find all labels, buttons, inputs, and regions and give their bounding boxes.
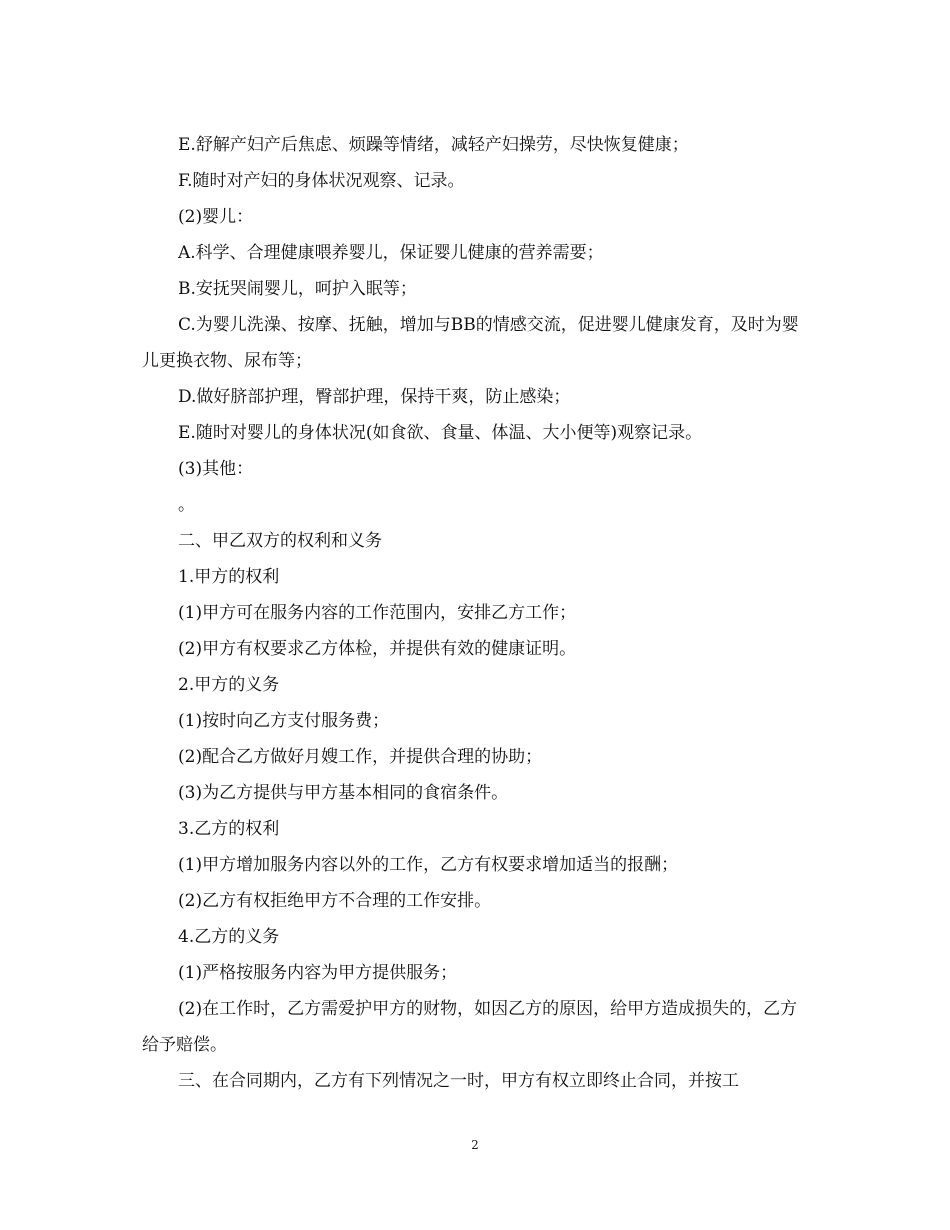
paragraph: (2)配合乙方做好月嫂工作，并提供合理的协助； [178,747,543,767]
paragraph: D.做好脐部护理，臀部护理，保持干爽，防止感染； [178,387,571,407]
paragraph: (1)严格按服务内容为甲方提供服务； [178,963,458,983]
paragraph: (3)其他： [178,459,254,479]
paragraph: (1)按时向乙方支付服务费； [178,711,390,731]
section-heading: 二、甲乙双方的权利和义务 [178,531,382,551]
paragraph: F.随时对产妇的身体状况观察、记录。 [178,171,465,191]
subsection-heading: 2.甲方的义务 [178,675,280,695]
paragraph: C.为婴儿洗澡、按摩、抚触，增加与BB的情感交流，促进婴儿健康发育，及时为婴儿更换衣物、尿布等； [142,315,799,371]
paragraph: E.随时对婴儿的身体状况(如食欲、食量、体温、大小便等)观察记录。 [178,423,703,443]
paragraph: (3)为乙方提供与甲方基本相同的食宿条件。 [178,783,509,803]
subsection-heading: 1.甲方的权利 [178,567,280,587]
paragraph: B.安抚哭闹婴儿，呵护入眠等； [178,279,417,299]
paragraph: 。 [178,495,195,515]
paragraph: A.科学、合理健康喂养婴儿，保证婴儿健康的营养需要； [178,243,604,263]
paragraph: (2)甲方有权要求乙方体检，并提供有效的健康证明。 [178,639,577,659]
paragraph: (2)乙方有权拒绝甲方不合理的工作安排。 [178,891,492,911]
page-number: 2 [471,1138,479,1152]
document-body [142,127,808,1099]
paragraph: (1)甲方增加服务内容以外的工作，乙方有权要求增加适当的报酬； [178,855,679,875]
paragraph: (1)甲方可在服务内容的工作范围内，安排乙方工作； [178,603,577,623]
paragraph: E.舒解产妇产后焦虑、烦躁等情绪，减轻产妇操劳，尽快恢复健康； [178,135,689,155]
section-heading: 三、在合同期内，乙方有下列情况之一时，甲方有权立即终止合同，并按工 [178,1071,739,1091]
paragraph: (2)在工作时，乙方需爱护甲方的财物，如因乙方的原因，给甲方造成损失的，乙方给予赔偿。 [142,999,798,1055]
subsection-heading: 4.乙方的义务 [178,927,280,947]
subsection-heading: 3.乙方的权利 [178,819,280,839]
paragraph: (2)婴儿： [178,207,254,227]
